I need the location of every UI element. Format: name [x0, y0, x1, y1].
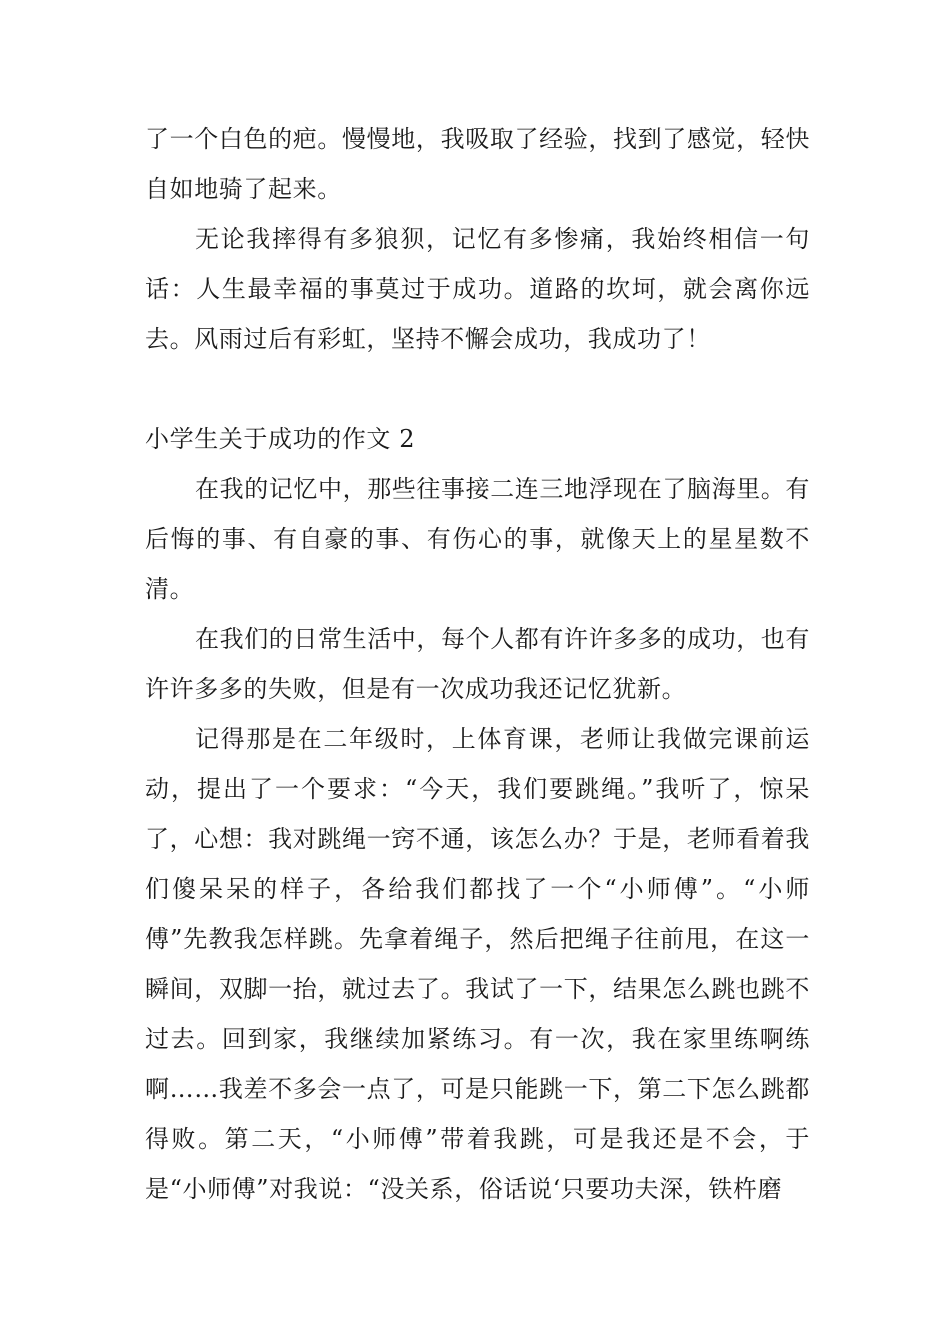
paragraph-continuation: 了一个白色的疤。慢慢地，我吸取了经验，找到了感觉，轻快自如地骑了起来。 — [145, 125, 810, 203]
paragraph-jump-rope: 记得那是在二年级时，上体育课，老师让我做完课前运动，提出了一个要求：“今天，我们要跳绳。”我听了，惊呆了，心想：我对跳绳一窍不通，该怎么办？于是，老师看着我们傻呆呆的样子，各给我们都找了一个“小师傅”。“小师傅”先教我怎样跳。先拿着绳子，然后把绳子往前甩，在这一瞬间，双脚一抬，就过去了。我试了一下，结果怎么跳也跳不过去。回到家，我继续加紧练习。有一次，我在家里练啊练啊……我差不多会一点了，可是只能跳一下，第二下怎么跳都得败。第二天，“小师傅”带着我跳，可是我还是不会，于是“小师傅”对我说：“没关系，俗话说‘只要功夫深，铁杵磨 — [145, 725, 810, 1203]
paragraph-conclusion: 无论我摔得有多狼狈，记忆有多惨痛，我始终相信一句话：人生最幸福的事莫过于成功。道路的坎坷，就会离你远去。风雨过后有彩虹，坚持不懈会成功，我成功了！ — [145, 225, 810, 353]
section-title: 小学生关于成功的作文 2 — [145, 425, 416, 453]
paragraph-daily-life: 在我们的日常生活中，每个人都有许许多多的成功，也有许许多多的失败，但是有一次成功我还记忆犹新。 — [145, 625, 810, 703]
paragraph-memory: 在我的记忆中，那些往事接二连三地浮现在了脑海里。有后悔的事、有自豪的事、有伤心的事，就像天上的星星数不清。 — [145, 475, 810, 603]
document-body — [145, 114, 810, 1214]
